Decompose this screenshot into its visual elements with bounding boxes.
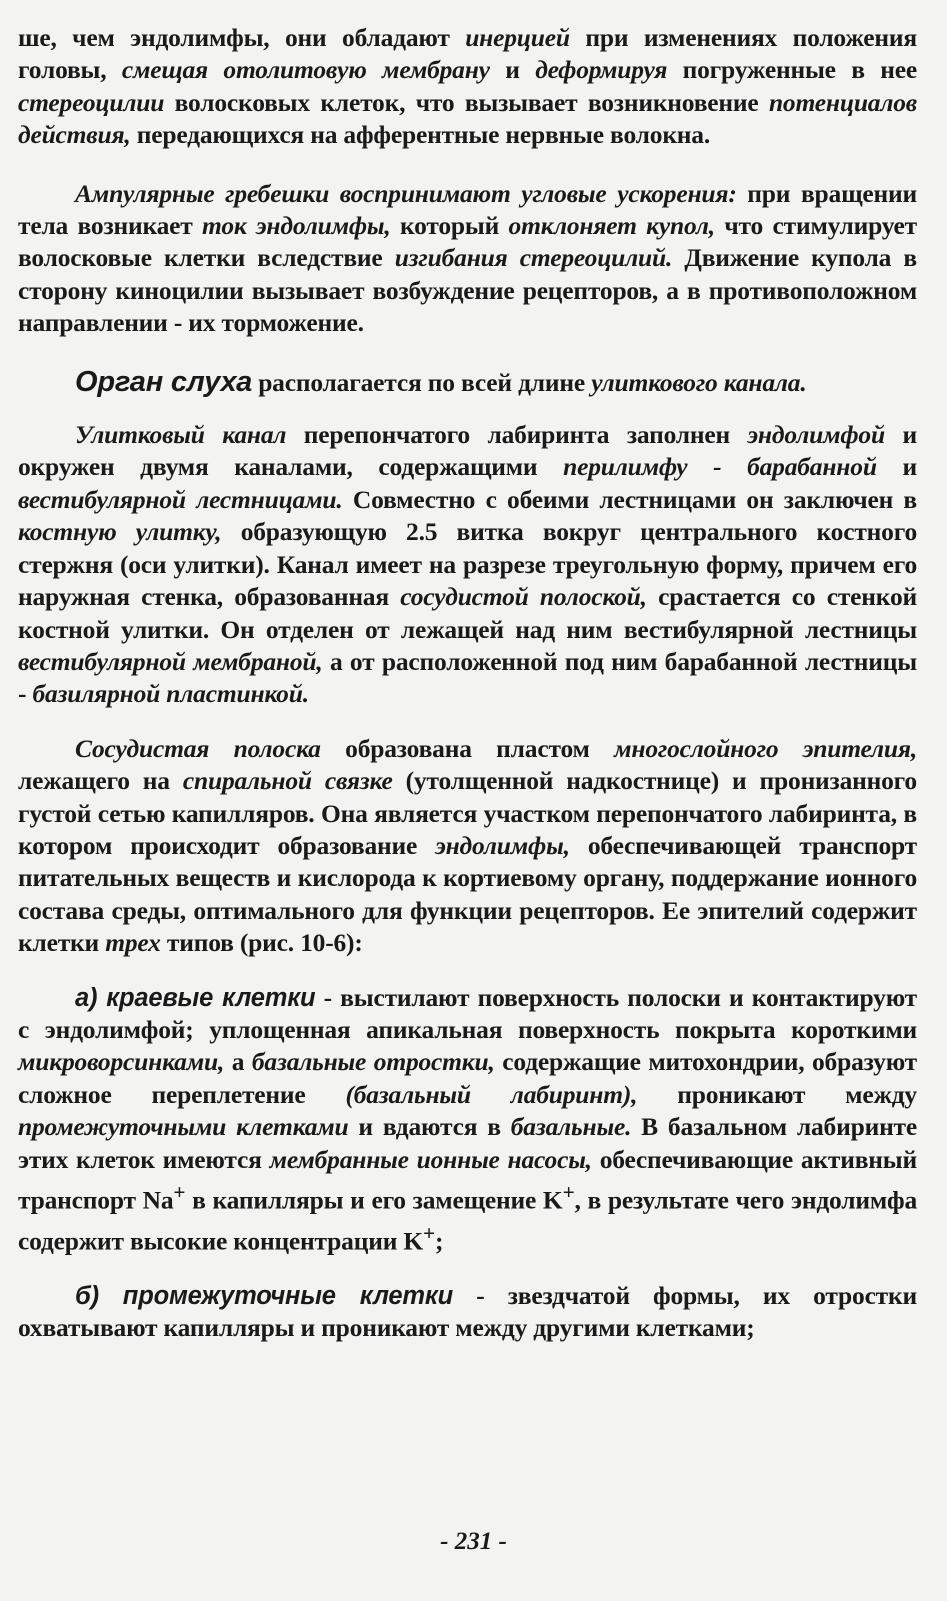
italic-term: потенциалов действия, (18, 87, 917, 150)
text-run: (утолщенной надкостнице) и пронизанного густой сетью капилляров. Она является участком перепончатого лабиринта, в котором происходит образование (18, 766, 917, 860)
text-run: Движение купола в сторону киноцилии вызывает возбуждение рецепторов, а в противоположном направлении - их торможение. (18, 243, 917, 338)
text-run: , в результате чего эндолимфа содержит высокие концентрации K (18, 1185, 918, 1256)
text-run: - звездчатой формы, их отростки охватывают капилляры и проникают между другими клетками; (18, 1280, 917, 1343)
text-run: - выстилают поверхность полоски и контактируют с эндолимфой; уплощенная апикальная поверхность покрыта короткими (18, 982, 917, 1044)
italic-term: вестибулярной мембраной, (18, 646, 323, 676)
text-run: образована пластом (320, 733, 615, 763)
italic-term: промежуточными клетками (18, 1112, 349, 1142)
text-run: обеспечивающие активный транспорт Na (18, 1144, 917, 1215)
italic-term: базальные отростки, (251, 1047, 495, 1077)
text-run: и (489, 55, 536, 85)
italic-term: ток эндолимфы, (202, 211, 391, 241)
italic-term: эндолимфы, (435, 830, 570, 860)
text-run: а (224, 1047, 252, 1077)
text-run: типов (рис. 10-6): (160, 928, 363, 958)
text-run: содержащие митохондрии, образуют сложное переплетение (18, 1047, 917, 1109)
text-run: а от расположенной под ним барабанной лестницы - (18, 646, 917, 709)
paragraph-continuation (18, 22, 917, 152)
italic-term: отклоняет купол, (508, 211, 715, 241)
italic-term: вестибулярной лестницами. (18, 484, 343, 514)
text-run: обеспечивающей транспорт питательных веществ и кислорода к кортиевому органу, поддержание ионного состава среды, оптимального для функции рецепторов. Ее эпителий содержит клетки (18, 830, 918, 958)
text-run: который (390, 211, 509, 241)
text-run: располагается по всей длине (252, 367, 592, 397)
superscript: + (562, 1180, 575, 1204)
italic-term: мембранные ионные насосы, (269, 1144, 592, 1174)
superscript: + (423, 1220, 435, 1245)
text-run: лежащего на (18, 766, 183, 796)
text-run: волосковых клеток, что вызывает возникновение (164, 87, 769, 117)
italic-term: микроворсинками, (18, 1047, 225, 1077)
italic-term: изгибания стереоцилий. (394, 243, 673, 273)
italic-term: смещая отолитовую мембрану (121, 55, 490, 85)
italic-term: базальные. (510, 1112, 632, 1142)
italic-term: перилимфу - барабанной (563, 452, 877, 482)
text-run: образующую 2.5 витка вокруг центрального костного стержня (оси улитки). Канал имеет на разрезе треугольную форму, причем его наружная стенка, образованная (18, 517, 918, 612)
paragraph-ampullary-crests (18, 178, 917, 340)
paragraph-organ-of-hearing (18, 366, 917, 399)
text-run: в капилляры и его замещение K (185, 1185, 563, 1215)
text-run: проникают между (637, 1079, 917, 1109)
page-number: - 231 - (440, 1528, 507, 1555)
text-run: срастается со стенкой костной улитки. Он отделен от лежащей над ним вестибулярной лестницы (18, 582, 917, 644)
italic-term: (базальный лабиринт), (345, 1079, 638, 1109)
paragraph-marginal-cells (18, 982, 917, 1258)
italic-term: костную улитку, (18, 517, 222, 547)
list-item-heading: б) промежуточные клетки (75, 1281, 453, 1310)
italic-term: базилярной пластинкой. (32, 679, 309, 709)
italic-term: деформируя (535, 55, 668, 85)
text-run: погруженные в нее (667, 55, 918, 85)
text-run: при вращении тела возникает (18, 178, 917, 241)
italic-term: инерцией (465, 23, 570, 52)
paragraph-intermediate-cells (18, 1280, 917, 1345)
text-run: что стимулирует волосковые клетки вследствие (18, 211, 917, 273)
italic-term: многослойного эпителия, (614, 733, 917, 763)
italic-term: Улитковый канал (75, 420, 287, 450)
text-run: перепончатого лабиринта заполнен (286, 420, 748, 450)
italic-term: сосудистой полоской, (400, 582, 647, 612)
section-heading: Орган слуха (75, 365, 253, 398)
italic-term: трех (105, 928, 161, 958)
text-run: ; (434, 1226, 444, 1256)
paragraph-cochlear-duct (18, 419, 917, 711)
text-run: и вдаются в (348, 1112, 511, 1142)
text-run: В базальном лабиринте этих клеток имеются (18, 1112, 917, 1174)
italic-term: стереоцилии (18, 87, 165, 117)
italic-term: эндолимфой (747, 420, 885, 450)
italic-term: Сосудистая полоска (75, 733, 321, 763)
text-run: и окружен двумя каналами, содержащими (18, 420, 917, 482)
text-run: ше, чем эндолимфы, они обладают (18, 23, 466, 52)
text-run: и (876, 452, 918, 482)
text-run: передающихся на афферентные нервные волокна. (130, 120, 711, 150)
list-item-heading: а) краевые клетки (75, 983, 316, 1012)
italic-term: улиткового канала. (591, 367, 807, 397)
superscript: + (173, 1180, 186, 1204)
text-run: при изменениях положения головы, (18, 23, 917, 85)
italic-term: Ампулярные гребешки воспринимают угловые ускорения: (75, 178, 737, 208)
paragraph-stria-vascularis (18, 733, 917, 960)
text-run: Совместно с обеими лестницами он заключен в (342, 484, 917, 514)
italic-term: спиральной связке (182, 766, 393, 796)
